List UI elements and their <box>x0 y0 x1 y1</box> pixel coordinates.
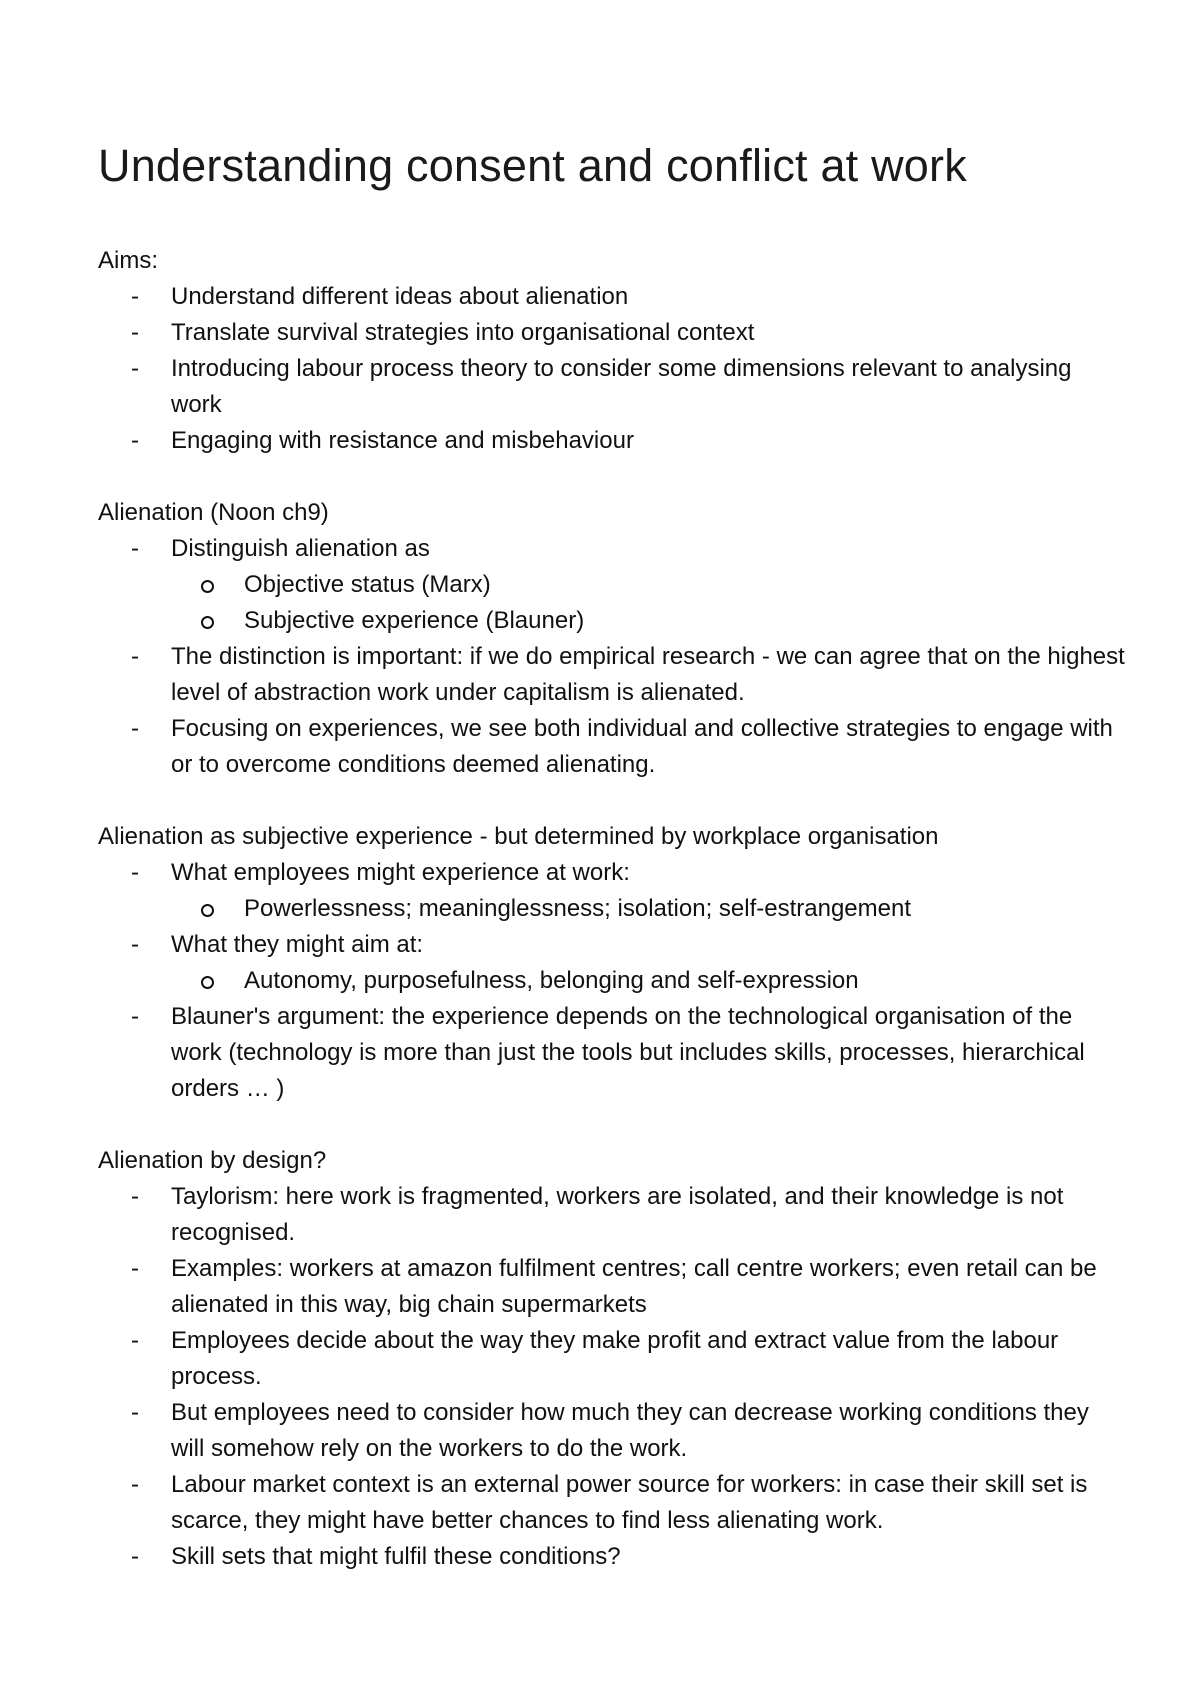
list-item <box>131 315 1128 351</box>
dash-bullet: - <box>131 931 139 958</box>
sub-list-item <box>244 891 1128 927</box>
document-title: Understanding consent and conflict at work <box>98 140 967 191</box>
sub-list-item-text: Powerlessness; meaninglessness; isolation; self-estrangement <box>244 895 911 922</box>
sub-list-item-text: Objective status (Marx) <box>244 571 491 598</box>
list-item <box>131 279 1128 315</box>
circle-bullet-icon <box>201 580 214 593</box>
bullet-list <box>98 279 1128 459</box>
list-item <box>131 1395 1128 1467</box>
circle-bullet-icon <box>201 976 214 989</box>
list-item-text: The distinction is important: if we do empirical research - we can agree that on the highest level of abstraction work under capitalism is alienated. <box>171 643 1125 706</box>
section-alienation-by-design <box>98 1143 1128 1575</box>
section-heading: Aims: <box>98 247 158 274</box>
page-clip-mask <box>0 1580 1200 1698</box>
dash-bullet: - <box>131 859 139 886</box>
sub-bullet-list <box>171 567 1128 639</box>
list-item-text: Engaging with resistance and misbehaviour <box>171 427 634 454</box>
list-item-text: Taylorism: here work is fragmented, workers are isolated, and their knowledge is not recognised. <box>171 1183 1064 1246</box>
list-item <box>131 1251 1128 1323</box>
sub-list-item-text: Autonomy, purposefulness, belonging and self-expression <box>244 967 859 994</box>
list-item <box>131 1179 1128 1251</box>
list-item <box>131 351 1128 423</box>
dash-bullet: - <box>131 1543 139 1570</box>
list-item <box>131 531 1128 639</box>
sub-list-item <box>244 963 1128 999</box>
dash-bullet: - <box>131 1183 139 1210</box>
section-subjective-experience <box>98 819 1128 1107</box>
list-item <box>131 1323 1128 1395</box>
sub-bullet-list <box>171 891 1128 927</box>
dash-bullet: - <box>131 319 139 346</box>
list-item-text: Blauner's argument: the experience depends on the technological organisation of the work (technology is more than just the tools but includes skills, processes, hierarchical orders … ) <box>171 1003 1085 1102</box>
dash-bullet: - <box>131 1003 139 1030</box>
dash-bullet: - <box>131 715 139 742</box>
list-item <box>131 855 1128 927</box>
dash-bullet: - <box>131 1255 139 1282</box>
section-heading: Alienation by design? <box>98 1147 327 1174</box>
dash-bullet: - <box>131 355 139 382</box>
bullet-list <box>98 531 1128 783</box>
list-item-text: What they might aim at: <box>171 931 424 958</box>
dash-bullet: - <box>131 283 139 310</box>
circle-bullet-icon <box>201 616 214 629</box>
list-item-text: Employees decide about the way they make profit and extract value from the labour process. <box>171 1327 1059 1390</box>
list-item-text: Introducing labour process theory to consider some dimensions relevant to analysing work <box>171 355 1072 418</box>
dash-bullet: - <box>131 1399 139 1426</box>
section-heading: Alienation as subjective experience - but determined by workplace organisation <box>98 823 939 850</box>
document-body <box>98 135 1128 1611</box>
list-item-text: What employees might experience at work: <box>171 859 630 886</box>
section-alienation-noon <box>98 495 1128 783</box>
section-aims <box>98 243 1128 459</box>
list-item-text: Understand different ideas about alienation <box>171 283 629 310</box>
sub-list-item-text: Subjective experience (Blauner) <box>244 607 585 634</box>
list-item <box>131 639 1128 711</box>
list-item <box>131 1467 1128 1539</box>
section-heading: Alienation (Noon ch9) <box>98 499 329 526</box>
list-item-text: Focusing on experiences, we see both individual and collective strategies to engage with or to overcome conditions deemed alienating. <box>171 715 1113 778</box>
list-item-text: Examples: workers at amazon fulfilment centres; call centre workers; even retail can be alienated in this way, big chain supermarkets <box>171 1255 1097 1318</box>
dash-bullet: - <box>131 1471 139 1498</box>
list-item-text: Labour market context is an external power source for workers: in case their skill set is scarce, they might have better chances to find less alienating work. <box>171 1471 1088 1534</box>
dash-bullet: - <box>131 535 139 562</box>
list-item-text: But employees need to consider how much they can decrease working conditions they will somehow rely on the workers to do the work. <box>171 1399 1089 1462</box>
sub-list-item <box>244 567 1128 603</box>
list-item <box>131 423 1128 459</box>
dash-bullet: - <box>131 643 139 670</box>
sub-bullet-list <box>171 963 1128 999</box>
list-item-text: Skill sets that might fulfil these conditions? <box>171 1543 621 1570</box>
list-item-text: Distinguish alienation as <box>171 535 430 562</box>
dash-bullet: - <box>131 427 139 454</box>
sub-list-item <box>244 603 1128 639</box>
circle-bullet-icon <box>201 904 214 917</box>
list-item <box>131 999 1128 1107</box>
list-item <box>131 927 1128 999</box>
bullet-list <box>98 855 1128 1107</box>
bullet-list <box>98 1179 1128 1575</box>
list-item <box>131 711 1128 783</box>
list-item-text: Translate survival strategies into organisational context <box>171 319 755 346</box>
list-item <box>131 1539 1128 1575</box>
dash-bullet: - <box>131 1327 139 1354</box>
